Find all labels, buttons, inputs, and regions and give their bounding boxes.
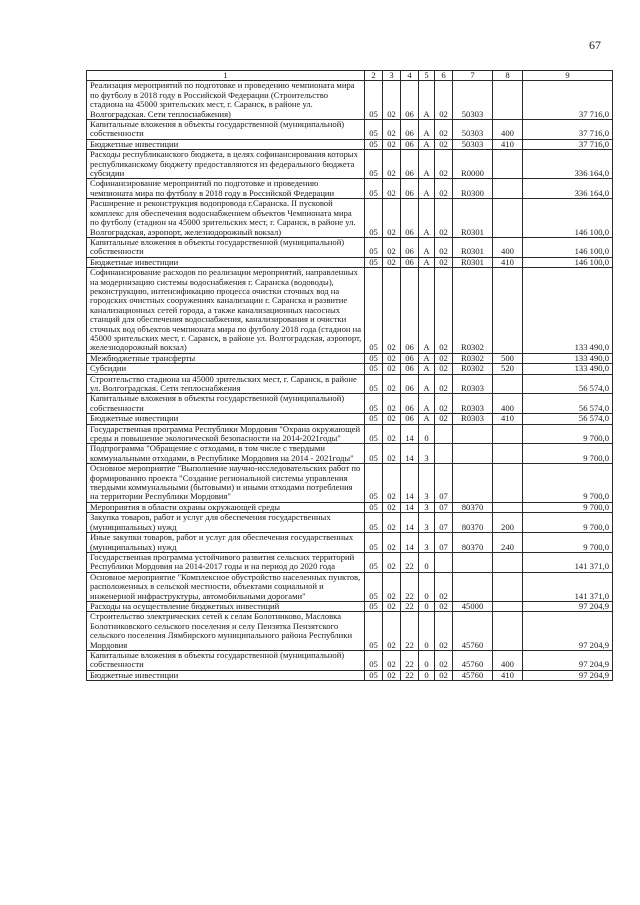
code-cell: 05 [365, 199, 383, 238]
code-cell: А [419, 81, 435, 120]
code-cell: 3 [419, 513, 435, 533]
code-cell: 02 [435, 364, 453, 374]
row-description: Строительство стадиона на 45000 зрительских мест, г. Саранск, в районе ул. Волгоградская. Сети теплоснабжения [87, 374, 365, 394]
table-row [87, 257, 613, 267]
code-cell: 50303 [453, 81, 493, 120]
code-cell: 50303 [453, 139, 493, 149]
table-row [87, 612, 613, 651]
table-row [87, 353, 613, 363]
code-cell: 05 [365, 533, 383, 553]
code-cell [493, 150, 523, 179]
table-row [87, 464, 613, 503]
amount-cell: 146 100,0 [523, 257, 613, 267]
amount-cell: 97 204,9 [523, 612, 613, 651]
code-cell: R0300 [453, 179, 493, 199]
code-cell: 02 [383, 81, 401, 120]
table-row [87, 394, 613, 414]
code-cell [493, 424, 523, 444]
code-cell: 05 [365, 353, 383, 363]
code-cell: 02 [383, 257, 401, 267]
table-row [87, 414, 613, 424]
table-row [87, 424, 613, 444]
code-cell: 05 [365, 572, 383, 601]
code-cell: А [419, 353, 435, 363]
table-row [87, 444, 613, 464]
code-cell: 02 [383, 414, 401, 424]
amount-cell: 37 716,0 [523, 139, 613, 149]
row-description: Расходы на осуществление бюджетных инвестиций [87, 601, 365, 611]
amount-cell: 9 700,0 [523, 502, 613, 512]
code-cell: А [419, 120, 435, 140]
header-cell: 2 [365, 71, 383, 81]
code-cell: 02 [383, 374, 401, 394]
table-row [87, 601, 613, 611]
page-number: 67 [589, 38, 601, 52]
code-cell: 05 [365, 237, 383, 257]
code-cell: А [419, 414, 435, 424]
row-description: Софинансирование мероприятий по подготовке и проведению чемпионата мира по футболу в 2018 году в Российской Федерации [87, 179, 365, 199]
code-cell: А [419, 364, 435, 374]
amount-cell: 56 574,0 [523, 394, 613, 414]
amount-cell: 133 490,0 [523, 364, 613, 374]
table-row [87, 199, 613, 238]
amount-cell: 336 164,0 [523, 150, 613, 179]
code-cell: 06 [401, 268, 419, 354]
code-cell: 520 [493, 364, 523, 374]
code-cell [453, 424, 493, 444]
amount-cell: 97 204,9 [523, 601, 613, 611]
code-cell: 02 [435, 199, 453, 238]
code-cell: 45760 [453, 650, 493, 670]
code-cell [493, 374, 523, 394]
row-description: Софинансирование расходов по реализации мероприятий, направленных на модернизацию системы водоснабжения г. Саранска (водоводы), реконструкцию, интенсификацию процесса очистки сточных вод на городских очистных сооружениях канализации г. Саранска и развитие канализационных сетей города, а также канализационных насосных станций для обеспечения водоснабжения, канализирования и очистки сточных вод объектов чемпионата мира по футболу 2018 года (стадион на 45000 зрительских мест, г. Саранск, в районе ул. Волгоградская, аэропорт, железнодорожный вокзал) [87, 268, 365, 354]
code-cell: 06 [401, 374, 419, 394]
code-cell: 06 [401, 150, 419, 179]
code-cell: 06 [401, 364, 419, 374]
table-row [87, 237, 613, 257]
code-cell: 14 [401, 533, 419, 553]
code-cell: 02 [435, 268, 453, 354]
row-description: Государственная программа Республики Мордовия "Охрана окружающей среды и повышение экологической безопасности на 2014-2021годы" [87, 424, 365, 444]
code-cell: 45000 [453, 601, 493, 611]
row-description: Капитальные вложения в объекты государственной (муниципальной) собственности [87, 120, 365, 140]
code-cell: 05 [365, 552, 383, 572]
code-cell: 3 [419, 502, 435, 512]
row-description: Бюджетные инвестиции [87, 670, 365, 680]
code-cell: 410 [493, 139, 523, 149]
code-cell: 02 [383, 120, 401, 140]
code-cell [493, 552, 523, 572]
code-cell: 02 [435, 612, 453, 651]
code-cell: 45760 [453, 612, 493, 651]
amount-cell: 141 371,0 [523, 552, 613, 572]
code-cell [493, 444, 523, 464]
code-cell: 0 [419, 612, 435, 651]
table-row [87, 533, 613, 553]
code-cell: 06 [401, 257, 419, 267]
amount-cell: 146 100,0 [523, 237, 613, 257]
code-cell: 22 [401, 601, 419, 611]
code-cell: 02 [435, 601, 453, 611]
amount-cell: 9 700,0 [523, 533, 613, 553]
code-cell [435, 552, 453, 572]
row-description: Мероприятия в области охраны окружающей среды [87, 502, 365, 512]
table-row [87, 552, 613, 572]
row-description: Субсидии [87, 364, 365, 374]
table-row [87, 572, 613, 601]
row-description: Бюджетные инвестиции [87, 414, 365, 424]
code-cell: 0 [419, 572, 435, 601]
code-cell: 05 [365, 414, 383, 424]
code-cell: 14 [401, 502, 419, 512]
code-cell [435, 424, 453, 444]
amount-cell: 97 204,9 [523, 670, 613, 680]
code-cell: 0 [419, 601, 435, 611]
table-row [87, 374, 613, 394]
table-row [87, 139, 613, 149]
code-cell: 07 [435, 533, 453, 553]
code-cell: 02 [383, 444, 401, 464]
code-cell [493, 199, 523, 238]
code-cell: 06 [401, 139, 419, 149]
code-cell: 02 [435, 257, 453, 267]
code-cell: 02 [435, 374, 453, 394]
code-cell: 200 [493, 513, 523, 533]
code-cell: 02 [383, 237, 401, 257]
code-cell [435, 444, 453, 464]
code-cell: 05 [365, 139, 383, 149]
code-cell: 22 [401, 572, 419, 601]
code-cell: 500 [493, 353, 523, 363]
code-cell: 05 [365, 150, 383, 179]
code-cell: 02 [435, 179, 453, 199]
row-description: Капитальные вложения в объекты государственной (муниципальной) собственности [87, 650, 365, 670]
code-cell: 02 [383, 464, 401, 503]
code-cell: 22 [401, 670, 419, 680]
header-cell: 7 [453, 71, 493, 81]
amount-cell: 133 490,0 [523, 353, 613, 363]
amount-cell: 9 700,0 [523, 513, 613, 533]
amount-cell: 37 716,0 [523, 81, 613, 120]
table-row [87, 150, 613, 179]
code-cell: 400 [493, 394, 523, 414]
code-cell: А [419, 394, 435, 414]
code-cell: 05 [365, 444, 383, 464]
table-row [87, 502, 613, 512]
table-row [87, 81, 613, 120]
code-cell: 02 [383, 650, 401, 670]
code-cell: А [419, 199, 435, 238]
code-cell: R0301 [453, 237, 493, 257]
code-cell: 410 [493, 257, 523, 267]
code-cell: R0000 [453, 150, 493, 179]
code-cell: А [419, 257, 435, 267]
row-description: Основное мероприятие "Комплексное обустройство населенных пунктов, расположенных в сельской местности, объектами социальной и инженерной инфраструктуры, автомобильными дорогами" [87, 572, 365, 601]
row-description: Расходы республиканского бюджета, в целях софинансирования которых республиканскому бюджету предоставляются из федерального бюджета субсидии [87, 150, 365, 179]
code-cell: А [419, 150, 435, 179]
code-cell: 02 [435, 120, 453, 140]
code-cell: А [419, 139, 435, 149]
code-cell: 05 [365, 364, 383, 374]
code-cell: 02 [383, 612, 401, 651]
code-cell: 05 [365, 464, 383, 503]
table-row [87, 513, 613, 533]
code-cell: 02 [383, 179, 401, 199]
table-row [87, 179, 613, 199]
amount-cell: 56 574,0 [523, 374, 613, 394]
code-cell: 02 [435, 353, 453, 363]
code-cell: 06 [401, 394, 419, 414]
code-cell: 05 [365, 670, 383, 680]
code-cell: 02 [383, 364, 401, 374]
amount-cell: 97 204,9 [523, 650, 613, 670]
code-cell: 02 [383, 533, 401, 553]
code-cell: 0 [419, 650, 435, 670]
amount-cell: 56 574,0 [523, 414, 613, 424]
code-cell [493, 612, 523, 651]
code-cell [493, 572, 523, 601]
row-description: Реализация мероприятий по подготовке и проведению чемпионата мира по футболу в 2018 году в Российской Федерации (Строительство стадиона на 45000 зрительских мест, г. Саранск, в районе ул. Волгоградская. Сети теплоснабжения) [87, 81, 365, 120]
code-cell: 02 [435, 150, 453, 179]
amount-cell: 9 700,0 [523, 424, 613, 444]
code-cell [453, 572, 493, 601]
row-description: Подпрограмма "Обращение с отходами, в том числе с твердыми коммунальными отходами, в Республике Мордовия на 2014 - 2021годы" [87, 444, 365, 464]
code-cell: 06 [401, 353, 419, 363]
code-cell: 05 [365, 394, 383, 414]
code-cell: 07 [435, 464, 453, 503]
code-cell: 02 [383, 601, 401, 611]
code-cell: 07 [435, 502, 453, 512]
row-description: Расширение и реконструкция водопровода г.Саранска. II пусковой комплекс для обеспечения водоснабжением объектов Чемпионата мира по футболу (стадион на 45000 зрительских мест, г. Саранск, в районе ул. Волгоградская, аэропорт, железнодорожный вокзал) [87, 199, 365, 238]
header-cell: 9 [523, 71, 613, 81]
row-description: Основное мероприятие "Выполнение научно-исследовательских работ по формированию проекта "Создание региональной системы управления твердыми коммунальными (бытовыми) и иными отходами потребления на территории Республики Мордовия" [87, 464, 365, 503]
code-cell: 06 [401, 414, 419, 424]
amount-cell: 141 371,0 [523, 572, 613, 601]
code-cell: 05 [365, 612, 383, 651]
code-cell: R0303 [453, 374, 493, 394]
code-cell [493, 81, 523, 120]
row-description: Иные закупки товаров, работ и услуг для обеспечения государственных (муниципальных) нужд [87, 533, 365, 553]
header-cell: 4 [401, 71, 419, 81]
header-cell: 3 [383, 71, 401, 81]
code-cell: 07 [435, 513, 453, 533]
code-cell: 80370 [453, 502, 493, 512]
code-cell: 06 [401, 81, 419, 120]
code-cell: 02 [383, 353, 401, 363]
table-header-row [87, 71, 613, 81]
code-cell: 05 [365, 424, 383, 444]
code-cell: 05 [365, 502, 383, 512]
code-cell: 0 [419, 670, 435, 680]
table-row [87, 364, 613, 374]
code-cell [493, 601, 523, 611]
code-cell: 400 [493, 237, 523, 257]
amount-cell: 146 100,0 [523, 199, 613, 238]
code-cell: 22 [401, 650, 419, 670]
budget-table-body [87, 71, 613, 681]
code-cell: 0 [419, 424, 435, 444]
code-cell: 400 [493, 650, 523, 670]
code-cell: 05 [365, 257, 383, 267]
code-cell [453, 552, 493, 572]
code-cell: 02 [383, 502, 401, 512]
code-cell: 02 [435, 650, 453, 670]
header-cell: 1 [87, 71, 365, 81]
code-cell: R0303 [453, 394, 493, 414]
code-cell: 3 [419, 533, 435, 553]
row-description: Капитальные вложения в объекты государственной (муниципальной) собственности [87, 394, 365, 414]
row-description: Строительство электрических сетей к селам Болотниково, Масловка Болотниковского сельского поселения и селу Пензятка Пензятского сельского поселения Лямбирского муниципального района Республики Мордовия [87, 612, 365, 651]
code-cell: 14 [401, 424, 419, 444]
code-cell: 14 [401, 513, 419, 533]
code-cell: 02 [383, 424, 401, 444]
code-cell: 05 [365, 81, 383, 120]
code-cell: 05 [365, 650, 383, 670]
code-cell: А [419, 374, 435, 394]
table-row [87, 268, 613, 354]
code-cell: 06 [401, 237, 419, 257]
code-cell: А [419, 268, 435, 354]
code-cell: 05 [365, 374, 383, 394]
code-cell [453, 444, 493, 464]
code-cell: 02 [383, 670, 401, 680]
code-cell: 50303 [453, 120, 493, 140]
code-cell: 05 [365, 268, 383, 354]
code-cell: 02 [435, 572, 453, 601]
code-cell: 06 [401, 179, 419, 199]
code-cell [453, 464, 493, 503]
amount-cell: 37 716,0 [523, 120, 613, 140]
code-cell: 02 [435, 394, 453, 414]
code-cell: 410 [493, 670, 523, 680]
code-cell: 05 [365, 120, 383, 140]
code-cell: 02 [435, 237, 453, 257]
code-cell: 06 [401, 199, 419, 238]
row-description: Закупка товаров, работ и услуг для обеспечения государственных (муниципальных) нужд [87, 513, 365, 533]
code-cell: 410 [493, 414, 523, 424]
code-cell: 05 [365, 179, 383, 199]
code-cell: 02 [383, 150, 401, 179]
code-cell: R0303 [453, 414, 493, 424]
code-cell: 02 [383, 572, 401, 601]
code-cell: 14 [401, 444, 419, 464]
code-cell [493, 268, 523, 354]
code-cell: 0 [419, 552, 435, 572]
code-cell: 3 [419, 464, 435, 503]
code-cell: 240 [493, 533, 523, 553]
code-cell [493, 179, 523, 199]
amount-cell: 336 164,0 [523, 179, 613, 199]
code-cell: 02 [383, 394, 401, 414]
budget-table [86, 70, 613, 681]
table-row [87, 670, 613, 680]
row-description: Межбюджетные трансферты [87, 353, 365, 363]
code-cell: 45760 [453, 670, 493, 680]
code-cell: 02 [383, 139, 401, 149]
code-cell: R0302 [453, 353, 493, 363]
row-description: Государственная программа устойчивого развития сельских территорий Республики Мордовия на 2014-2017 годы и на период до 2020 года [87, 552, 365, 572]
code-cell: 22 [401, 612, 419, 651]
table-row [87, 650, 613, 670]
code-cell: 06 [401, 120, 419, 140]
code-cell: 02 [383, 552, 401, 572]
code-cell: 80370 [453, 533, 493, 553]
code-cell: 02 [435, 81, 453, 120]
code-cell: 02 [383, 199, 401, 238]
code-cell: 05 [365, 513, 383, 533]
amount-cell: 9 700,0 [523, 464, 613, 503]
code-cell: А [419, 237, 435, 257]
code-cell: R0302 [453, 364, 493, 374]
code-cell: 02 [383, 268, 401, 354]
code-cell: А [419, 179, 435, 199]
code-cell: 3 [419, 444, 435, 464]
code-cell: 22 [401, 552, 419, 572]
code-cell: R0301 [453, 257, 493, 267]
header-cell: 8 [493, 71, 523, 81]
code-cell: 02 [435, 139, 453, 149]
header-cell: 5 [419, 71, 435, 81]
amount-cell: 9 700,0 [523, 444, 613, 464]
row-description: Бюджетные инвестиции [87, 257, 365, 267]
code-cell [493, 502, 523, 512]
amount-cell: 133 490,0 [523, 268, 613, 354]
code-cell: 02 [435, 670, 453, 680]
code-cell: 02 [383, 513, 401, 533]
code-cell: R0301 [453, 199, 493, 238]
table-row [87, 120, 613, 140]
code-cell: 02 [435, 414, 453, 424]
code-cell: 80370 [453, 513, 493, 533]
code-cell: 05 [365, 601, 383, 611]
code-cell: 400 [493, 120, 523, 140]
code-cell: 14 [401, 464, 419, 503]
code-cell: R0302 [453, 268, 493, 354]
row-description: Капитальные вложения в объекты государственной (муниципальной) собственности [87, 237, 365, 257]
row-description: Бюджетные инвестиции [87, 139, 365, 149]
header-cell: 6 [435, 71, 453, 81]
code-cell [493, 464, 523, 503]
